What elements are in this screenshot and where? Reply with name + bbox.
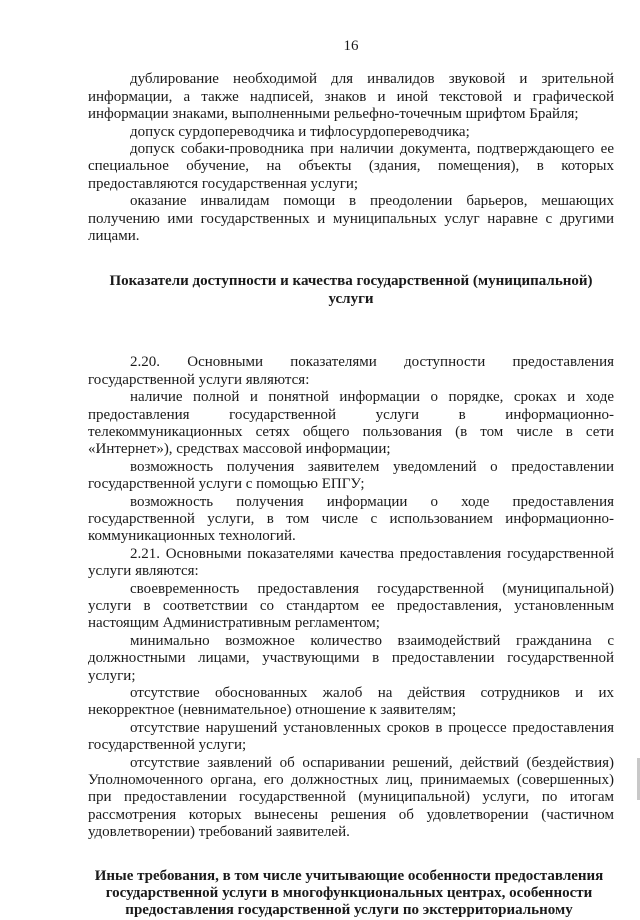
section-heading-accessibility-quality: Показатели доступности и качества государственной (муниципальной) услуги bbox=[109, 273, 593, 307]
paragraph: минимально возможное количество взаимодействий гражданина с должностными лицами, участвующими в предоставлении государственной услуги; bbox=[88, 632, 614, 684]
paragraph: допуск собаки-проводника при наличии документа, подтверждающего ее специальное обучение, на объекты (здания, помещения), в которых предоставляются государственная услуги; bbox=[88, 141, 614, 192]
quality-indicators-section bbox=[88, 354, 614, 841]
accessibility-measures-section bbox=[88, 71, 614, 245]
paragraph: дублирование необходимой для инвалидов звуковой и зрительной информации, а также надписей, знаков и иной текстовой и графической информации знаками, выполненными рельефно-точечным шрифтом Брайля; bbox=[88, 71, 614, 123]
paragraph: допуск сурдопереводчика и тифлосурдопереводчика; bbox=[130, 123, 470, 140]
paragraph: возможность получения информации о ходе предоставления государственной услуги, в том числе с использованием информационно-коммуникационных технологий. bbox=[88, 493, 614, 545]
paragraph: возможность получения заявителем уведомлений о предоставлении государственной услуги с помощью ЕПГУ; bbox=[88, 458, 614, 493]
paragraph: наличие полной и понятной информации о порядке, сроках и ходе предоставления государственной услуги в информационно-телекоммуникационных сетях общего пользования (в том числе в сети «Интернет»), средствах массовой информации; bbox=[88, 389, 614, 458]
paragraph: 2.21. Основными показателями качества предоставления государственной услуги являются: bbox=[88, 545, 614, 580]
document-page bbox=[88, 38, 614, 920]
paragraph: отсутствие заявлений об оспаривании решений, действий (бездействия) Уполномоченного органа, его должностных лиц, принимаемых (совершенных) при предоставлении государственной (муниципальной) услуги, по итогам рассмотрения которых вынесены решения об удовлетворении (частичном удовлетворении) требований заявителей. bbox=[88, 754, 614, 841]
paragraph: оказание инвалидам помощи в преодолении барьеров, мешающих получению ими государственных и муниципальных услуг наравне с другими лицами. bbox=[88, 193, 614, 245]
paragraph: отсутствие нарушений установленных сроков в процессе предоставления государственной услуги; bbox=[88, 719, 614, 754]
paragraph: своевременность предоставления государственной (муниципальной) услуги в соответствии со стандартом ее предоставления, установленным настоящим Административным регламентом; bbox=[88, 580, 614, 632]
page-number: 16 bbox=[343, 38, 359, 54]
section-heading-other-requirements: Иные требования, в том числе учитывающие особенности предоставления государственной услуги в многофункциональных центрах, особенности предоставления государственной услуги по экстерриториальному bbox=[94, 867, 604, 919]
paragraph: отсутствие обоснованных жалоб на действия сотрудников и их некорректное (невнимательное) отношение к заявителям; bbox=[88, 685, 614, 719]
paragraph: 2.20. Основными показателями доступности предоставления государственной услуги являются: bbox=[88, 354, 614, 388]
